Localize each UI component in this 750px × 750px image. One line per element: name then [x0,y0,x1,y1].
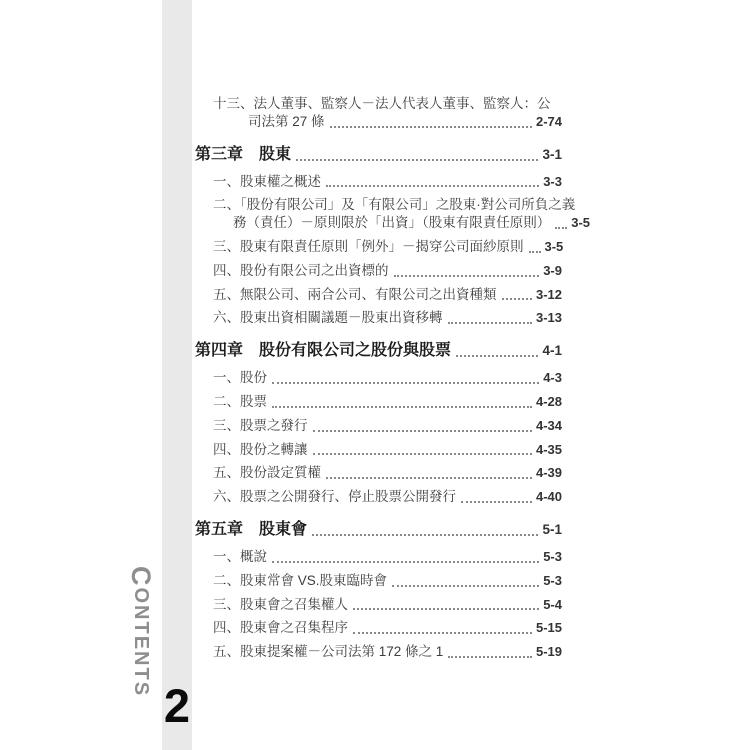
toc-chapter-row [195,517,562,543]
entry-page-number: 3-3 [543,173,562,189]
entry-title-continuation: 司法第 27 條 [248,113,325,129]
entry-title: 三、股票之發行 [213,417,308,433]
entry-title: 四、股份之轉讓 [213,441,308,457]
toc-item-row [195,545,562,569]
entry-page-number: 4-39 [535,465,562,481]
toc-list [195,92,591,664]
entry-title: 第三章 股東 [195,145,292,163]
entry-title: 二、「股份有限公司」及「有限公司」之股東·對公司所負之義 [213,197,576,213]
entry-page-number: 3-5 [571,215,591,231]
dot-leader [330,126,532,128]
toc-item-row [195,461,562,485]
entry-page-number: 3-12 [535,286,562,302]
dot-leader [272,406,532,408]
dot-leader [461,501,532,503]
toc-item-row [195,235,562,259]
entry-title: 六、股東出資相關議題－股東出資移轉 [213,310,443,326]
dot-leader [272,561,539,563]
spine-page-number: 2 [163,679,191,732]
entry-page-number: 4-40 [535,489,562,505]
entry-page-number: 4-28 [535,393,562,409]
entry-page-number: 5-15 [535,620,562,636]
toc-chapter-row [195,142,562,168]
toc-item-row [195,366,562,390]
entry-title-continuation: 務（責任）－原則限於「出資」（股東有限責任原則） [233,215,551,231]
toc-item-row [195,438,562,462]
entry-title: 四、股東會之召集程序 [213,620,348,636]
dot-leader [555,227,567,229]
entry-page-number: 4-1 [542,343,562,359]
entry-page-number: 5-3 [543,548,562,564]
entry-title: 三、股東會之召集權人 [213,596,348,612]
toc-item-row [195,259,562,283]
entry-title: 第四章 股份有限公司之股份與股票 [195,342,452,360]
entry-title: 六、股票之公開發行、停止股票公開發行 [213,489,456,505]
dot-leader [456,355,538,357]
entry-page-number: 5-19 [535,644,562,660]
dot-leader [326,185,539,187]
entry-page-number: 4-35 [535,441,562,457]
toc-item-row [195,283,562,307]
entry-page-number: 4-34 [535,417,562,433]
dot-leader [353,608,539,610]
entry-page-number: 3-13 [535,310,562,326]
entry-title: 五、無限公司、兩合公司、有限公司之出資種類 [213,286,497,302]
dot-leader [392,585,539,587]
entry-title: 四、股份有限公司之出資標的 [213,262,389,278]
dot-leader [313,453,532,455]
dot-leader [353,632,532,634]
entry-page-number: 5-4 [543,596,562,612]
toc-item-row [195,390,562,414]
entry-page-number: 2-74 [535,113,562,129]
entry-page-number: 3-5 [544,238,564,254]
entry-title: 二、股東常會 VS.股東臨時會 [213,572,388,588]
spine-contents-label [124,566,156,726]
toc-item-row [195,306,562,330]
dot-leader [502,298,532,300]
entry-title: 一、股東權之概述 [213,173,321,189]
toc-item-row [195,569,562,593]
contents-label-rest: ONTENTS [130,587,152,698]
entry-page-number: 3-1 [542,146,562,162]
toc-item-row [195,640,562,664]
entry-page-number: 3-9 [543,262,562,278]
dot-leader [529,251,541,253]
dot-leader [312,534,538,536]
dot-leader [394,275,540,277]
toc-item-continuation-row [195,211,591,235]
dot-leader [296,159,538,161]
entry-title: 第五章 股東會 [195,520,308,538]
entry-title: 十三、法人董事、監察人－法人代表人董事、監察人：公 [213,96,551,111]
contents-label-first-letter: C [126,566,156,588]
toc-chapter-row [195,338,562,364]
spine-strip [162,0,192,750]
dot-leader [448,322,532,324]
toc-item-row [195,485,562,509]
dot-leader [326,477,532,479]
entry-title: 二、股票 [213,393,267,409]
entry-title: 一、概說 [213,548,267,564]
entry-page-number: 5-1 [542,521,562,537]
toc-item-row [195,414,562,438]
dot-leader [272,382,539,384]
entry-page-number: 5-3 [543,572,562,588]
entry-page-number: 4-3 [543,370,562,386]
dot-leader [313,430,532,432]
entry-title: 一、股份 [213,370,267,386]
toc-item-row [195,170,562,194]
toc-item-row [195,593,562,617]
entry-title: 五、股份設定質權 [213,465,321,481]
entry-title: 三、股東有限責任原則「例外」－揭穿公司面紗原則 [213,238,524,254]
entry-title: 五、股東提案權－公司法第 172 條之 1 [213,644,444,660]
toc-item-row [195,616,562,640]
dot-leader [448,656,532,658]
